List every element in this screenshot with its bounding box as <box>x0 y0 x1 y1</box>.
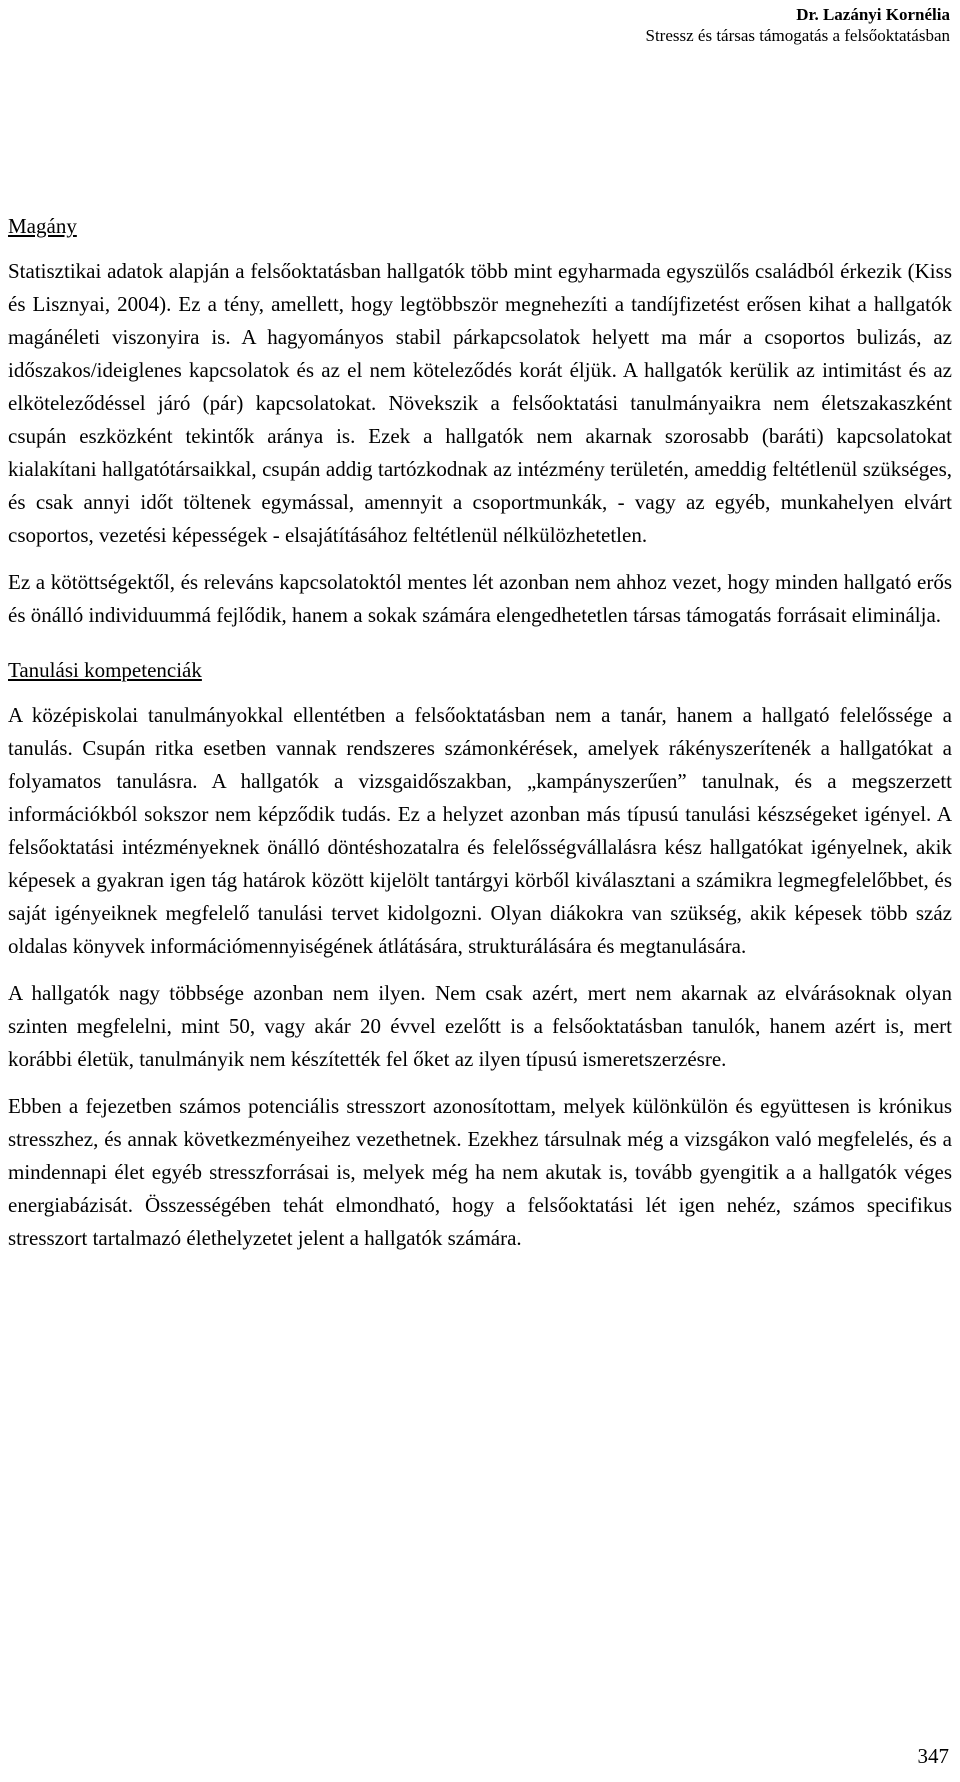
paragraph: Ebben a fejezetben számos potenciális stresszort azonosítottam, melyek különkülön és együttesen is krónikus stresszhez, és annak következményeihez vezethetnek. Ezekhez társulnak még a vizsgákon való megfelelés, és a mindennapi élet egyéb stresszforrásai is, melyek még ha nem akutak is, tovább gyengitik a a hallgatók véges energiabázisát. Összességében tehát elmondható, hogy a felsőoktatási lét igen nehéz, számos specifikus stresszort tartalmazó élethelyzetet jelent a hallgatók számára. <box>8 1094 952 1250</box>
paragraph: A középiskolai tanulmányokkal ellentétben a felsőoktatásban nem a tanár, hanem a hallgató felelőssége a tanulás. Csupán ritka esetben vannak rendszeres számonkérések, amelyek rákényszerítenék a hallgatókat a folyamatos tanulásra. A hallgatók a vizsgaidőszakban, „kampányszerűen” tanulnak, és a megszerzett információkból sokszor nem képződik tudás. Ez a helyzet azonban más típusú tanulási készségeket igényel. A felsőoktatási intézményeknek önálló döntéshozatalra és felelősségvállalásra kész hallgatókat igényelnek, akik képesek a gyakran igen tág határok között kijelölt tantárgyi körből kiválasztani a számikra legmegfelelőbbet, és saját igényeiknek megfelelő tanulási tervet kidolgozni. Olyan diákokra van szükség, akik képesek több száz oldalas könyvek információmennyiségének átlátására, strukturálására és megtanulására. <box>8 703 952 958</box>
header-title: Stressz és társas támogatás a felsőoktatásban <box>645 26 950 45</box>
document-body <box>8 210 952 1269</box>
header-author: Dr. Lazányi Kornélia <box>796 5 950 24</box>
section-title-magany: Magány <box>8 214 77 238</box>
paragraph: Statisztikai adatok alapján a felsőoktatásban hallgatók több mint egyharmada egyszülős családból érkezik (Kiss és Lisznyai, 2004). Ez a tény, amellett, hogy legtöbbször megnehezíti a tandíjfizetést erősen kihat a hallgatók magánéleti viszonyira is. A hagyományos stabil párkapcsolatok helyett ma már a csoportos bulizás, az időszakos/ideiglenes kapcsolatok és az el nem köteleződés korát éljük. A hallgatók kerülik az intimitást és az elköteleződéssel járó (pár) kapcsolatokat. Növekszik a felsőoktatási tanulmányaikra nem életszakaszként csupán eszközként tekintők aránya is. Ezek a hallgatók nem akarnak szorosabb (baráti) kapcsolatokat kialakítani hallgatótársaikkal, csupán addig tartózkodnak az intézmény területén, ameddig feltétlenül szükséges, és csak annyi időt töltenek egymással, amennyit a csoportmunkák, - vagy az egyéb, munkahelyen elvárt csoportos, vezetési képességek - elsajátításához feltétlenül nélkülözhetetlen. <box>8 259 952 547</box>
paragraph: Ez a kötöttségektől, és releváns kapcsolatoktól mentes lét azonban nem ahhoz vezet, hogy minden hallgató erős és önálló individuummá fejlődik, hanem a sokak számára elengedhetetlen társas támogatás forrásait eliminálja. <box>8 570 952 627</box>
running-header <box>646 4 951 46</box>
paragraph: A hallgatók nagy többsége azonban nem ilyen. Nem csak azért, mert nem akarnak az elvárásoknak olyan szinten megfelelni, mint 50, vagy akár 20 évvel ezelőtt is a felsőoktatásban tanulók, hanem azért is, mert korábbi életük, tanulmányik nem készítették fel őket az ilyen típusú ismeretszerzésre. <box>8 981 952 1071</box>
page-number: 347 <box>917 1744 949 1768</box>
section-title-tanulasi-kompetenciak: Tanulási kompetenciák <box>8 658 202 682</box>
